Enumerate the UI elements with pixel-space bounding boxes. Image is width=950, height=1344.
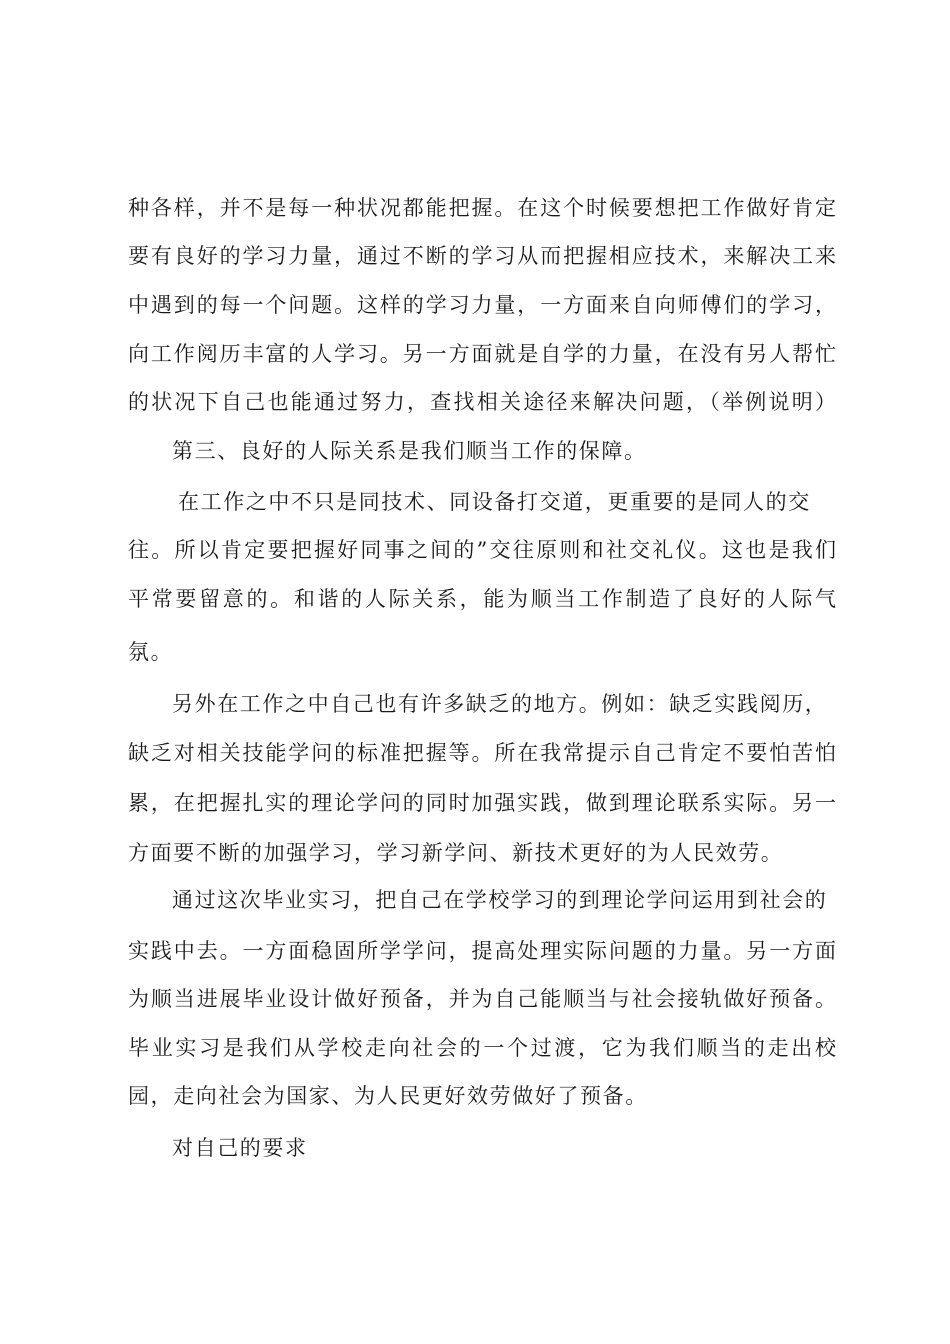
body-text-line: 氛。 xyxy=(128,640,174,664)
body-text-line: 要有良好的学习力量，通过不断的学习从而把握相应技术，来解决工来 xyxy=(128,244,836,268)
body-text-line: 园，走向社会为国家、为人民更好效劳做好了预备。 xyxy=(128,1084,648,1108)
body-text-line: 另外在工作之中自己也有许多缺乏的地方。例如：缺乏实践阅历， xyxy=(172,692,828,716)
body-text-line: 实践中去。一方面稳固所学学问，提高处理实际问题的力量。另一方面 xyxy=(128,939,836,963)
body-text-line: 种各样，并不是每一种状况都能把握。在这个时候要想把工作做好肯定 xyxy=(128,196,836,220)
body-text-line: 毕业实习是我们从学校走向社会的一个过渡，它为我们顺当的走出校 xyxy=(128,1036,836,1060)
body-text-line: 方面要不断的加强学习，学习新学问、新技术更好的为人民效劳。 xyxy=(128,841,784,865)
body-text-line: 为顺当进展毕业设计做好预备，并为自己能顺当与社会接轨做好预备。 xyxy=(128,987,836,1011)
body-text-line: 缺乏对相关技能学问的标准把握等。所在我常提示自己肯定不要怕苦怕 xyxy=(128,741,836,765)
section-heading: 第三、良好的人际关系是我们顺当工作的保障。 xyxy=(172,439,647,463)
body-text-line: 平常要留意的。和谐的人际关系，能为顺当工作制造了良好的人际气 xyxy=(128,587,836,611)
body-text-line: 在工作之中不只是同技术、同设备打交道，更重要的是同人的交 xyxy=(178,490,811,514)
body-text-line: 向工作阅历丰富的人学习。另一方面就是自学的力量，在没有另人帮忙 xyxy=(128,342,836,366)
body-text-line: 累，在把握扎实的理论学问的同时加强实践，做到理论联系实际。另一 xyxy=(128,791,836,815)
section-heading: 对自己的要求 xyxy=(172,1136,308,1160)
body-text-line: 的状况下自己也能通过努力，查找相关途径来解决问题，（举例说明） xyxy=(128,390,836,414)
body-text-line: 通过这次毕业实习，把自己在学校学习的到理论学问运用到社会的 xyxy=(172,888,828,912)
body-text-line: 中遇到的每一个问题。这样的学习力量，一方面来自向师傅们的学习， xyxy=(128,293,836,317)
body-text-line: 往。所以肯定要把握好同事之间的”交往原则和社交礼仪。这也是我们 xyxy=(128,538,836,562)
